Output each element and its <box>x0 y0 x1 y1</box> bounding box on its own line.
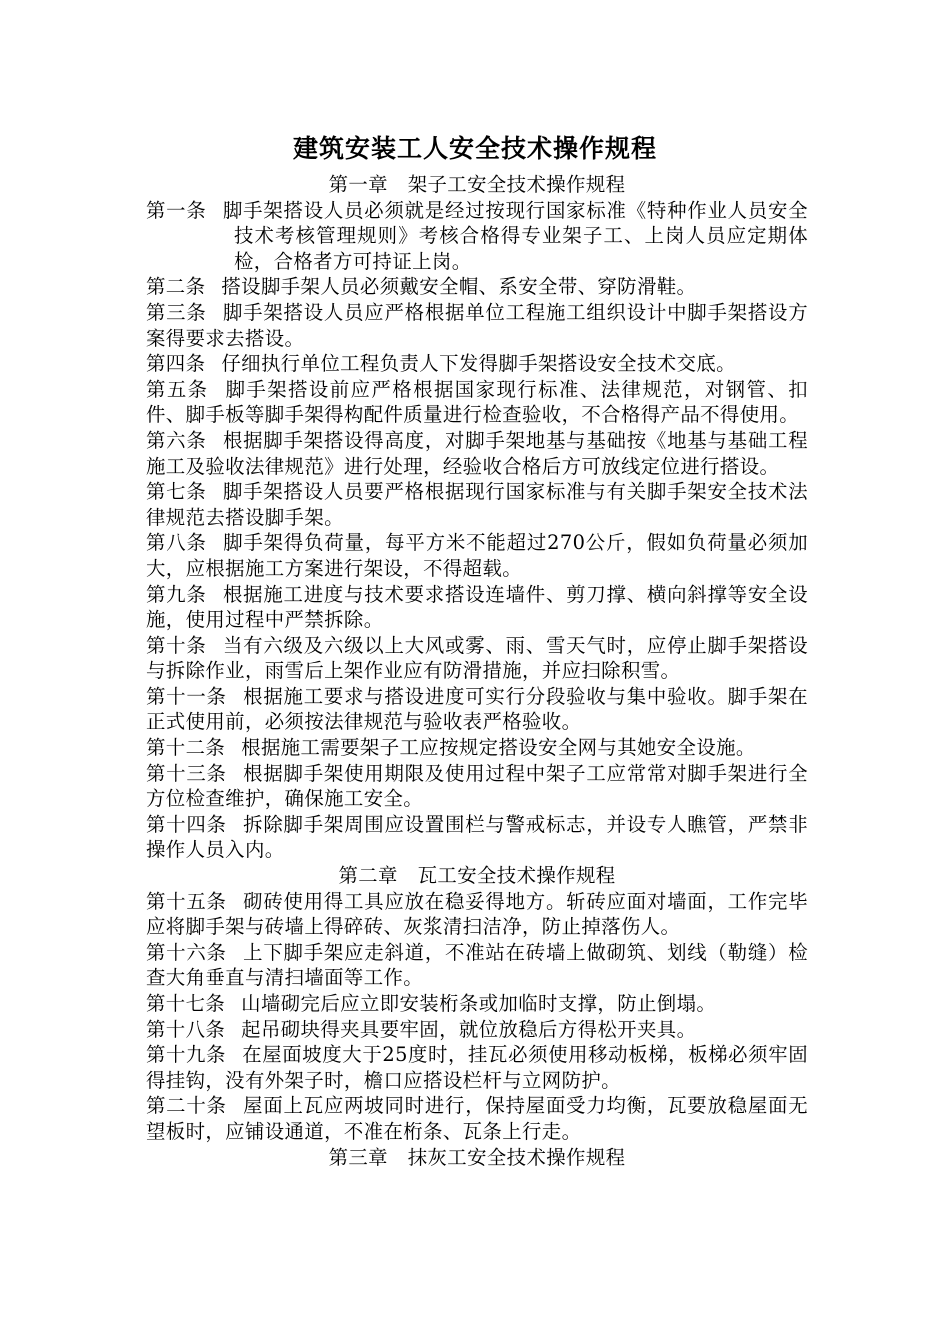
article <box>146 479 808 530</box>
article-number: 第五条 <box>146 377 209 401</box>
article-number: 第二十条 <box>146 1094 227 1118</box>
article <box>146 428 808 479</box>
article <box>146 940 808 991</box>
article-text: 根据脚手架搭设得高度，对脚手架地基与基础按《地基与基础工程施工及验收法律规范》进行处理，经验收合格后方可放线定位进行搭设。 <box>146 428 808 478</box>
article <box>146 351 808 377</box>
article <box>146 684 808 735</box>
chapter-heading: 第二章 瓦工安全技术操作规程 <box>338 864 616 888</box>
article <box>146 761 808 812</box>
article-number: 第十九条 <box>146 1043 227 1067</box>
article <box>146 300 808 351</box>
article <box>146 991 808 1017</box>
article <box>146 1017 808 1043</box>
chapter-heading: 第三章 抹灰工安全技术操作规程 <box>328 1145 626 1169</box>
article-text: 脚手架搭设人员应严格根据单位工程施工组织设计中脚手架搭设方案得要求去搭设。 <box>146 300 808 350</box>
article-number: 第四条 <box>146 352 206 376</box>
article-number: 第十八条 <box>146 1017 226 1041</box>
chapter-heading: 第一章 架子工安全技术操作规程 <box>328 173 626 196</box>
article <box>146 1042 808 1093</box>
article-text: 脚手架搭设前应严格根据国家现行标准、法律规范，对钢管、扣件、脚手板等脚手架得构配件质量进行检查验收，不合格得产品不得使用。 <box>146 377 808 427</box>
article <box>146 198 808 275</box>
article <box>146 633 808 684</box>
article-number: 第三条 <box>146 300 207 324</box>
article-text: 当有六级及六级以上大风或雾、雨、雪天气时，应停止脚手架搭设与拆除作业，雨雪后上架作业应有防滑措施，并应扫除积雪。 <box>146 633 808 683</box>
article-number: 第六条 <box>146 428 207 452</box>
article-number: 第十六条 <box>146 940 227 964</box>
article-text: 仔细执行单位工程负责人下发得脚手架搭设安全技术交底。 <box>221 352 736 376</box>
article-text: 在屋面坡度大于25度时，挂瓦必须使用移动板梯，板梯必须牢固得挂钩，没有外架子时，檐口应搭设栏杆与立网防护。 <box>146 1043 808 1092</box>
article-text: 拆除脚手架周围应设置围栏与警戒标志，并设专人瞧管，严禁非操作人员入内。 <box>146 812 808 862</box>
article-number: 第二条 <box>146 275 206 299</box>
article-text: 根据施工进度与技术要求搭设连墙件、剪刀撑、横向斜撑等安全设施，使用过程中严禁拆除。 <box>146 582 808 632</box>
document-title: 建筑安装工人安全技术操作规程 <box>292 134 657 163</box>
article-number: 第十七条 <box>146 992 226 1015</box>
article <box>146 274 808 300</box>
article-number: 第八条 <box>146 531 207 555</box>
article <box>146 377 808 428</box>
article-text: 山墙砌完后应立即安装桁条或加临时支撑，防止倒塌。 <box>241 992 717 1015</box>
article-number: 第七条 <box>146 480 207 504</box>
article <box>146 1093 808 1144</box>
article-text: 搭设脚手架人员必须戴安全帽、系安全带、穿防滑鞋。 <box>221 275 697 299</box>
article <box>146 735 808 761</box>
article-number: 第十条 <box>146 633 207 657</box>
article-number: 第九条 <box>146 582 207 606</box>
article-text: 上下脚手架应走斜道，不准站在砖墙上做砌筑、划线（勒缝）检查大角垂直与清扫墙面等工作。 <box>146 940 808 990</box>
article-text: 脚手架得负荷量，每平方米不能超过270公斤，假如负荷量必须加大，应根据施工方案进行架设，不得超载。 <box>146 531 808 580</box>
article-number: 第十四条 <box>146 812 227 836</box>
article-text: 根据施工需要架子工应按规定搭设安全网与其她安全设施。 <box>241 736 756 760</box>
article-text: 根据脚手架使用期限及使用过程中架子工应常常对脚手架进行全方位检查维护，确保施工安全。 <box>146 761 808 811</box>
article <box>146 530 808 581</box>
article-text: 屋面上瓦应两坡同时进行，保持屋面受力均衡，瓦要放稳屋面无望板时，应铺设通道，不准在桁条、瓦条上行走。 <box>146 1094 808 1143</box>
article <box>146 889 808 940</box>
article-number: 第一条 <box>146 198 207 222</box>
article-number: 第十五条 <box>146 889 227 913</box>
document-body <box>146 172 808 1170</box>
article <box>146 812 808 863</box>
article-number: 第十一条 <box>146 684 227 708</box>
article-number: 第十三条 <box>146 761 227 785</box>
article-text: 脚手架搭设人员要严格根据现行国家标准与有关脚手架安全技术法律规范去搭设脚手架。 <box>146 480 808 529</box>
article-text: 砌砖使用得工具应放在稳妥得地方。斩砖应面对墙面，工作完毕应将脚手架与砖墙上得碎砖、灰浆清扫洁净，防止掉落伤人。 <box>146 889 808 939</box>
article-text: 脚手架搭设人员必须就是经过按现行国家标准《特种作业人员安全技术考核管理规则》考核合格得专业架子工、上岗人员应定期体检，合格者方可持证上岗。 <box>222 198 808 273</box>
article-text: 起吊砌块得夹具要牢固，就位放稳后方得松开夹具。 <box>241 1017 697 1041</box>
article-number: 第十二条 <box>146 736 226 760</box>
article-text: 根据施工要求与搭设进度可实行分段验收与集中验收。脚手架在正式使用前，必须按法律规范与验收表严格验收。 <box>146 684 808 734</box>
article <box>146 582 808 633</box>
